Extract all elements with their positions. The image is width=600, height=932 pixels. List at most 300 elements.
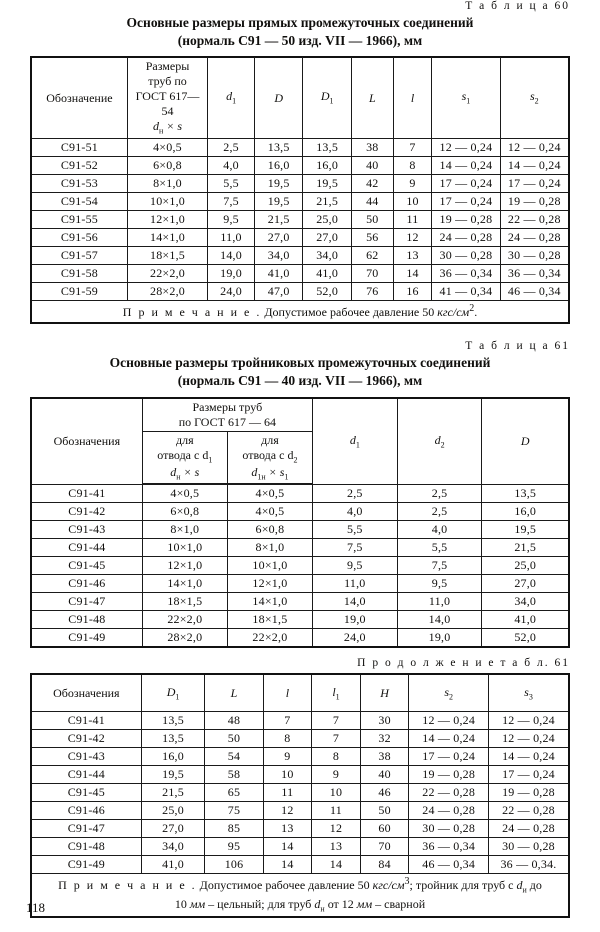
cell-designation: С91-53: [31, 174, 127, 192]
table60-header-s2: $s_2$: [500, 57, 569, 138]
cell-D: 16,0: [254, 156, 302, 174]
cell-H: 32: [360, 730, 409, 748]
cell-s3: 12 — 0,24: [488, 730, 569, 748]
table-row: [31, 282, 569, 300]
table61cont-header-designation: Обозначения: [31, 674, 141, 712]
cell-designation: С91-45: [31, 784, 141, 802]
cell-l1: 12: [312, 820, 361, 838]
cell-s3: 12 — 0,24: [488, 712, 569, 730]
cell-L: 75: [205, 802, 263, 820]
cell-l: 11: [393, 210, 432, 228]
cell-s1: 14 — 0,24: [432, 156, 500, 174]
cell-branch-d1: 14×1,0: [142, 575, 227, 593]
table-row: [31, 557, 569, 575]
cell-designation: С91-48: [31, 838, 141, 856]
cell-s2: 24 — 0,28: [500, 228, 569, 246]
cell-L: 58: [205, 766, 263, 784]
note-line2-mm: мм: [189, 897, 206, 912]
table60-header-L: L: [351, 57, 393, 138]
note-units-sup: 2: [469, 302, 475, 314]
cell-D: 21,5: [482, 539, 569, 557]
table-row: [31, 856, 569, 874]
cell-L: 48: [205, 712, 263, 730]
cell-D: 13,5: [254, 138, 302, 156]
cell-s2: 19 — 0,28: [409, 766, 489, 784]
table61-header-branch-d1: для отвода с $d_1$ $d_н \times s$: [142, 431, 227, 484]
table-row: [31, 228, 569, 246]
cell-s2: 22 — 0,28: [500, 210, 569, 228]
cell-l: 16: [393, 282, 432, 300]
note-line2-sym-sub: н: [320, 904, 325, 914]
table60-header-pipe-dn-sub: н: [158, 126, 164, 136]
cell-s2: 12 — 0,24: [500, 138, 569, 156]
cell-s1: 17 — 0,24: [432, 174, 500, 192]
table-row: [31, 593, 569, 611]
cell-designation: С91-52: [31, 156, 127, 174]
note-units-sup: 3: [404, 876, 410, 888]
cell-d1: 14,0: [312, 593, 397, 611]
cell-d2: 19,0: [397, 629, 482, 648]
cell-s3: 17 — 0,24: [488, 766, 569, 784]
cell-branch-d2: 8×1,0: [227, 539, 312, 557]
cell-H: 30: [360, 712, 409, 730]
cell-designation: С91-48: [31, 611, 142, 629]
cell-H: 38: [360, 748, 409, 766]
cell-branch-d1: 22×2,0: [142, 611, 227, 629]
note-text-3: до: [526, 878, 542, 893]
table60-header-pipe-sizes: [127, 57, 207, 138]
cell-l: 7: [263, 712, 312, 730]
table60-title-line2-text: (нормаль С91 — 50 изд. VII — 1966),: [177, 33, 404, 49]
cell-designation: С91-49: [31, 629, 142, 648]
table-row: [31, 748, 569, 766]
cell-designation: С91-49: [31, 856, 141, 874]
cell-s2: 17 — 0,24: [409, 748, 489, 766]
cell-branch-d1: 28×2,0: [142, 629, 227, 648]
note-units: кгс/см: [372, 878, 405, 893]
cell-d1: 4,0: [208, 156, 255, 174]
cell-s1: 19 — 0,28: [432, 210, 500, 228]
cell-designation: С91-54: [31, 192, 127, 210]
cell-l: 14: [263, 856, 312, 874]
table61cont-header-D1: $D_1$: [141, 674, 205, 712]
cell-designation: С91-47: [31, 593, 142, 611]
cell-designation: С91-43: [31, 748, 141, 766]
table-row: [31, 712, 569, 730]
table60-header-D1: $D_1$: [303, 57, 351, 138]
cell-D: 13,5: [482, 485, 569, 503]
cell-d1: 19,0: [312, 611, 397, 629]
cell-pipe: 10×1,0: [127, 192, 207, 210]
cell-branch-d1: 10×1,0: [142, 539, 227, 557]
cell-H: 40: [360, 766, 409, 784]
table60-header-D: D: [254, 57, 302, 138]
cell-s2: 46 — 0,34: [409, 856, 489, 874]
cell-s2: 46 — 0,34: [500, 282, 569, 300]
cell-s1: 36 — 0,34: [432, 264, 500, 282]
table60-header-pipe-l1: Размеры: [145, 59, 190, 74]
note-sym-d: d: [516, 878, 523, 893]
table-row: [31, 138, 569, 156]
table61cont-note-row: [31, 874, 569, 917]
table61-header-row1: [31, 398, 569, 432]
cell-D1: 41,0: [303, 264, 351, 282]
cell-L: 40: [351, 156, 393, 174]
note-text-2: ; тройник для труб с: [409, 878, 517, 893]
table61-header-pipe-l2: по ГОСТ 617 — 64: [178, 414, 276, 429]
table61cont-header-l: l: [263, 674, 312, 712]
table-row: [31, 264, 569, 282]
cell-L: 65: [205, 784, 263, 802]
cell-D: 25,0: [482, 557, 569, 575]
table60-header-s1: $s_1$: [432, 57, 500, 138]
cell-D1: 19,5: [303, 174, 351, 192]
table-row: [31, 192, 569, 210]
cell-d1: 5,5: [312, 521, 397, 539]
note-line2-1: 10: [174, 897, 190, 912]
cell-branch-d1: 4×0,5: [142, 485, 227, 503]
note-label: П р и м е ч а н и е .: [58, 878, 197, 893]
cell-branch-d1: 6×0,8: [142, 503, 227, 521]
cell-L: 76: [351, 282, 393, 300]
cell-l: 7: [393, 138, 432, 156]
cell-designation: С91-47: [31, 820, 141, 838]
note-end: .: [474, 304, 478, 319]
cell-s1: 41 — 0,34: [432, 282, 500, 300]
cell-d1: 14,0: [208, 246, 255, 264]
table-row: [31, 503, 569, 521]
note-line2-mm2: мм: [356, 897, 373, 912]
table-row: [31, 820, 569, 838]
table61-title-line2: [0, 372, 600, 390]
cell-pipe: 12×1,0: [127, 210, 207, 228]
table-row: [31, 485, 569, 503]
cell-L: 56: [351, 228, 393, 246]
cell-d1: 11,0: [208, 228, 255, 246]
cell-l: 12: [393, 228, 432, 246]
table-row: [31, 629, 569, 648]
cell-D: 41,0: [482, 611, 569, 629]
cell-s2: 30 — 0,28: [500, 246, 569, 264]
cell-l1: 10: [312, 784, 361, 802]
cell-D: 19,5: [254, 192, 302, 210]
table61cont-header-H: H: [360, 674, 409, 712]
table61cont-caption: П р о д о л ж е н и е т а б л. 61: [357, 657, 570, 670]
cell-l: 13: [393, 246, 432, 264]
cell-d1: 7,5: [312, 539, 397, 557]
cell-D1: 13,5: [303, 138, 351, 156]
cell-l1: 7: [312, 712, 361, 730]
cell-branch-d1: 18×1,5: [142, 593, 227, 611]
cell-L: 50: [351, 210, 393, 228]
cell-s3: 30 — 0,28: [488, 838, 569, 856]
cell-l: 8: [393, 156, 432, 174]
table-row: [31, 156, 569, 174]
cell-l: 10: [393, 192, 432, 210]
cell-designation: С91-57: [31, 246, 127, 264]
cell-designation: С91-42: [31, 503, 142, 521]
cell-d2: 14,0: [397, 611, 482, 629]
table61cont-header-row: [31, 674, 569, 712]
note-line2-3: от 12: [324, 897, 357, 912]
branch-d2-l1: для: [261, 432, 279, 447]
cell-s2: 36 — 0,34: [500, 264, 569, 282]
table-row: [31, 730, 569, 748]
cell-D1: 34,0: [141, 838, 205, 856]
cell-s3: 19 — 0,28: [488, 784, 569, 802]
cell-D1: 13,5: [141, 712, 205, 730]
cell-H: 70: [360, 838, 409, 856]
table-row: [31, 539, 569, 557]
page-number: 118: [26, 900, 46, 915]
table-row: [31, 210, 569, 228]
cell-L: 95: [205, 838, 263, 856]
cell-pipe: 18×1,5: [127, 246, 207, 264]
cell-pipe: 8×1,0: [127, 174, 207, 192]
table61cont-note: [31, 874, 569, 917]
cell-s1: 12 — 0,24: [432, 138, 500, 156]
table-row: [31, 784, 569, 802]
cell-l: 13: [263, 820, 312, 838]
cell-d1: 11,0: [312, 575, 397, 593]
table60-header-l: l: [393, 57, 432, 138]
note-text: Допустимое рабочее давление 50: [264, 304, 438, 319]
cell-s3: 24 — 0,28: [488, 820, 569, 838]
cell-d2: 5,5: [397, 539, 482, 557]
cell-branch-d2: 4×0,5: [227, 503, 312, 521]
cell-branch-d1: 8×1,0: [142, 521, 227, 539]
note-sym-d-sub: и: [522, 885, 527, 895]
cell-s3: 36 — 0,34.: [488, 856, 569, 874]
cell-designation: С91-41: [31, 485, 142, 503]
cell-D1: 34,0: [303, 246, 351, 264]
table61-header-pipe-group: [142, 398, 312, 432]
cell-D: 21,5: [254, 210, 302, 228]
table61-caption: Т а б л и ц а 61: [465, 340, 570, 353]
table-row: [31, 246, 569, 264]
table61-header-d2: $d_2$: [397, 398, 482, 485]
cell-H: 50: [360, 802, 409, 820]
cell-d1: 24,0: [312, 629, 397, 648]
cell-d2: 4,0: [397, 521, 482, 539]
cell-pipe: 22×2,0: [127, 264, 207, 282]
cell-l1: 11: [312, 802, 361, 820]
table60: [30, 56, 570, 324]
table-row: [31, 521, 569, 539]
cell-pipe: 28×2,0: [127, 282, 207, 300]
cell-s1: 24 — 0,28: [432, 228, 500, 246]
cell-branch-d2: 4×0,5: [227, 485, 312, 503]
table60-header-pipe-s: × s: [163, 119, 183, 134]
cell-H: 84: [360, 856, 409, 874]
cell-d1: 7,5: [208, 192, 255, 210]
table61cont-header-l1: $l_1$: [312, 674, 361, 712]
table61-continued: [30, 673, 570, 918]
cell-designation: С91-41: [31, 712, 141, 730]
cell-D: 19,5: [254, 174, 302, 192]
cell-D1: 25,0: [303, 210, 351, 228]
table60-header-pipe-l2: труб по: [148, 74, 187, 89]
cell-l1: 9: [312, 766, 361, 784]
cell-L: 85: [205, 820, 263, 838]
branch-d1-l1: для: [175, 432, 194, 447]
cell-d2: 11,0: [397, 593, 482, 611]
table60-title-units: мм: [403, 33, 423, 49]
cell-s2: 24 — 0,28: [409, 802, 489, 820]
cell-d1: 4,0: [312, 503, 397, 521]
table60-header-designation: Обозначение: [31, 57, 127, 138]
cell-s2: 14 — 0,24: [500, 156, 569, 174]
cell-L: 62: [351, 246, 393, 264]
cell-H: 60: [360, 820, 409, 838]
cell-designation: С91-59: [31, 282, 127, 300]
table-row: [31, 838, 569, 856]
cell-l: 9: [393, 174, 432, 192]
cell-H: 46: [360, 784, 409, 802]
table61-header-pipe-l1: Размеры труб: [192, 399, 263, 414]
cell-branch-d2: 18×1,5: [227, 611, 312, 629]
cell-D1: 13,5: [141, 730, 205, 748]
cell-L: 106: [205, 856, 263, 874]
cell-s1: 30 — 0,28: [432, 246, 500, 264]
table61-header-branch-d2: для отвода с $d_2$ $d_{1н} \times s_1$: [227, 431, 312, 484]
cell-l1: 7: [312, 730, 361, 748]
cell-branch-d1: 12×1,0: [142, 557, 227, 575]
cell-d2: 2,5: [397, 503, 482, 521]
table61-title-line2-text: (нормаль С91 — 40 изд. VII — 1966),: [177, 373, 404, 389]
cell-D1: 16,0: [303, 156, 351, 174]
cell-l: 11: [263, 784, 312, 802]
cell-L: 50: [205, 730, 263, 748]
table61: [30, 397, 570, 649]
cell-s2: 17 — 0,24: [500, 174, 569, 192]
cell-branch-d2: 12×1,0: [227, 575, 312, 593]
cell-d2: 7,5: [397, 557, 482, 575]
table60-caption: Т а б л и ц а 60: [465, 0, 570, 12]
cell-D1: 19,5: [141, 766, 205, 784]
table-row: [31, 575, 569, 593]
cell-D: 27,0: [254, 228, 302, 246]
cell-designation: С91-55: [31, 210, 127, 228]
table-row: [31, 174, 569, 192]
table-row: [31, 766, 569, 784]
table-row: [31, 802, 569, 820]
cell-l: 14: [393, 264, 432, 282]
cell-L: 42: [351, 174, 393, 192]
table61-header-d1: $d_1$: [312, 398, 397, 485]
cell-D1: 21,5: [303, 192, 351, 210]
cell-branch-d2: 22×2,0: [227, 629, 312, 648]
table60-header-d1: $d_1$: [208, 57, 255, 138]
cell-l1: 8: [312, 748, 361, 766]
note-text-1: Допустимое рабочее давление 50: [199, 878, 373, 893]
cell-pipe: 4×0,5: [127, 138, 207, 156]
table61-header-designation: Обозначения: [31, 398, 142, 485]
cell-s1: 17 — 0,24: [432, 192, 500, 210]
cell-branch-d2: 14×1,0: [227, 593, 312, 611]
cell-l: 12: [263, 802, 312, 820]
cell-l: 9: [263, 748, 312, 766]
note-units: кгс/см: [437, 304, 470, 319]
cell-d1: 9,5: [208, 210, 255, 228]
cell-L: 70: [351, 264, 393, 282]
table61cont-header-L: L: [205, 674, 263, 712]
cell-s3: 22 — 0,28: [488, 802, 569, 820]
cell-d1: 2,5: [312, 485, 397, 503]
table61-header-D: D: [482, 398, 569, 485]
cell-l1: 14: [312, 856, 361, 874]
cell-l: 14: [263, 838, 312, 856]
cell-designation: С91-44: [31, 539, 142, 557]
table60-title-line2: [0, 32, 600, 50]
cell-D1: 27,0: [141, 820, 205, 838]
cell-designation: С91-44: [31, 766, 141, 784]
cell-designation: С91-51: [31, 138, 127, 156]
cell-D: 41,0: [254, 264, 302, 282]
cell-d2: 9,5: [397, 575, 482, 593]
cell-D1: 21,5: [141, 784, 205, 802]
table61cont-header-s2: $s_2$: [409, 674, 489, 712]
cell-d1: 5,5: [208, 174, 255, 192]
cell-D1: 52,0: [303, 282, 351, 300]
cell-D1: 16,0: [141, 748, 205, 766]
table60-header-pipe-l3: ГОСТ 617—54: [135, 89, 200, 119]
cell-designation: С91-58: [31, 264, 127, 282]
cell-designation: С91-46: [31, 802, 141, 820]
cell-d1: 19,0: [208, 264, 255, 282]
cell-D1: 41,0: [141, 856, 205, 874]
cell-D: 34,0: [254, 246, 302, 264]
table60-note-row: [31, 300, 569, 323]
cell-D: 52,0: [482, 629, 569, 648]
table61-title-line1: Основные размеры тройниковых промежуточных соединений: [109, 355, 491, 371]
cell-L: 38: [351, 138, 393, 156]
cell-s2: 30 — 0,28: [409, 820, 489, 838]
cell-designation: С91-42: [31, 730, 141, 748]
table60-title-line1: Основные размеры прямых промежуточных соединений: [126, 15, 474, 30]
table-row: [31, 611, 569, 629]
cell-s2: 22 — 0,28: [409, 784, 489, 802]
cell-D: 27,0: [482, 575, 569, 593]
cell-d1: 9,5: [312, 557, 397, 575]
cell-d1: 24,0: [208, 282, 255, 300]
cell-D: 47,0: [254, 282, 302, 300]
note-line2-4: – сварной: [372, 897, 426, 912]
cell-designation: С91-56: [31, 228, 127, 246]
branch-d1-dn: d: [170, 465, 177, 480]
cell-designation: С91-45: [31, 557, 142, 575]
cell-d1: 2,5: [208, 138, 255, 156]
table60-note: [31, 300, 569, 323]
cell-L: 44: [351, 192, 393, 210]
table61-title-units: мм: [403, 373, 423, 389]
cell-s2: 36 — 0,34: [409, 838, 489, 856]
note-label: П р и м е ч а н и е .: [122, 304, 262, 319]
cell-D: 19,5: [482, 521, 569, 539]
table60-header-pipe-dn: d: [152, 119, 159, 134]
cell-pipe: 14×1,0: [127, 228, 207, 246]
branch-d2-l2: отвода с $d_2$: [242, 447, 298, 465]
cell-designation: С91-46: [31, 575, 142, 593]
cell-s2: 12 — 0,24: [409, 712, 489, 730]
table61cont-header-s3: $s_3$: [488, 674, 569, 712]
note-line2-2: – цельный; для труб: [205, 897, 315, 912]
cell-L: 54: [205, 748, 263, 766]
cell-branch-d2: 6×0,8: [227, 521, 312, 539]
cell-pipe: 6×0,8: [127, 156, 207, 174]
cell-D: 16,0: [482, 503, 569, 521]
note-line2-sym: d: [314, 897, 321, 912]
